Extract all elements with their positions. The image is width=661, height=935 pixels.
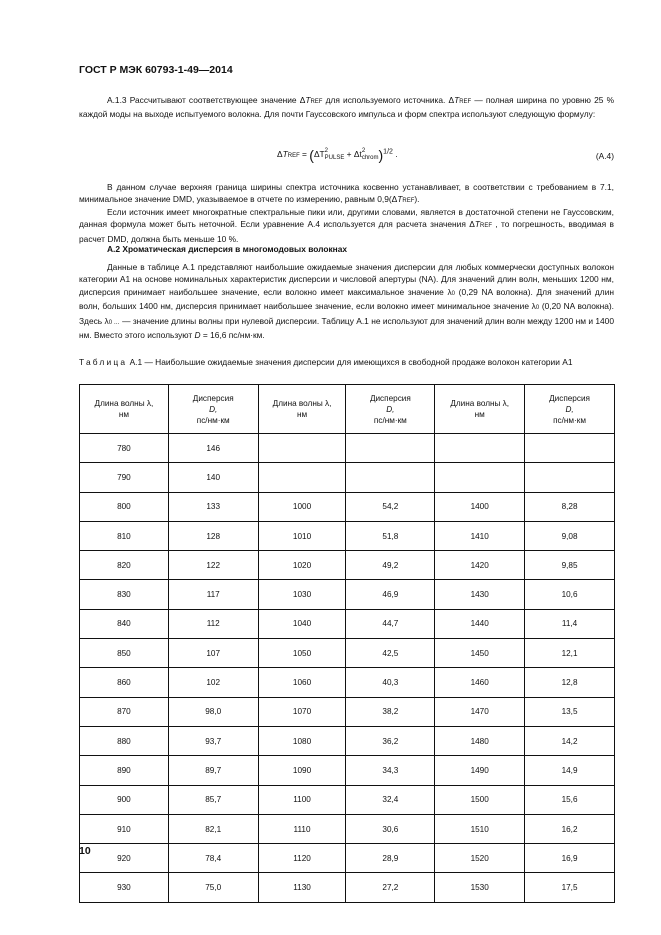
cell-wavelength: [258, 463, 346, 492]
cell-dispersion: 49,2: [346, 551, 435, 580]
table-row: [80, 844, 615, 873]
cell-dispersion: 12,1: [525, 639, 615, 668]
cell-wavelength: 1470: [435, 697, 525, 726]
header-dispersion: Дисперсия D, пс/нм·км: [346, 385, 435, 434]
table-row: [80, 521, 615, 550]
paragraph-upper-bound: В данном случае верхняя граница ширины спектра источника косвенно устанавливает, в соответствии с требованием в 7.1, минимальное значение DMD, указываемое в отчете по измерению, равным 0,9(ΔTREF).: [79, 182, 614, 205]
cell-wavelength: [258, 434, 346, 463]
cell-dispersion: 9,08: [525, 521, 615, 550]
cell-wavelength: 840: [80, 609, 169, 638]
paragraph-a13: А.1.3 Рассчитывают соответствующее значение ΔTREF для используемого источника. ΔTREF — полная ширина по уровню 25 % каждой моды на выходе испытуемого волокна. Для почти Гауссовского импульса и форм спектра используют следующую формулу:: [79, 95, 615, 120]
table-caption: Таблица А.1 — Наибольшие ожидаемые значения дисперсии для имеющихся в свободной продаже волокон категории А1: [79, 357, 573, 367]
cell-wavelength: 1450: [435, 639, 525, 668]
paragraph-a2: Данные в таблице А.1 представляют наибольшие ожидаемые значения дисперсии для любых коммерчески доступных волокон категории А1 на основе номинальных характеристик дисперсии и числовой апертуры (NA). Для значений длин волн, меньших 1200 нм, дисперсия принимает наибольшее значение, если волокно имеет максимальное значение λ0 (0,29 NA волокна). Для значений длин волн, больших 1400 нм, дисперсия принимает наибольшее значение, если волокно имеет минимальное значение λ0 (0,20 NA волокна). Здесь λ0 … — значение длины волны при нулевой дисперсии. Таблицу А.1 не используют для значений длин волн между 1200 нм и 1400 нм. Вместо этого используют D = 16,6 пс/нм·км.: [79, 262, 614, 341]
cell-wavelength: 1120: [258, 844, 346, 873]
cell-wavelength: 1020: [258, 551, 346, 580]
cell-dispersion: 16,9: [525, 844, 615, 873]
table-row: [80, 434, 615, 463]
cell-wavelength: 1010: [258, 521, 346, 550]
cell-wavelength: 880: [80, 726, 169, 755]
table-row: [80, 463, 615, 492]
cell-dispersion: 8,28: [525, 492, 615, 521]
cell-dispersion: [346, 463, 435, 492]
cell-wavelength: 800: [80, 492, 169, 521]
formula-expression: ΔTREF = (ΔT2 PULSE + Δt2 chrom)$^{1/2}$ .: [277, 147, 398, 163]
cell-wavelength: 870: [80, 697, 169, 726]
cell-wavelength: [435, 434, 525, 463]
cell-dispersion: 78,4: [168, 844, 258, 873]
cell-wavelength: 910: [80, 814, 169, 843]
cell-dispersion: 133: [168, 492, 258, 521]
table-row: [80, 492, 615, 521]
cell-wavelength: 1510: [435, 814, 525, 843]
table-row: [80, 785, 615, 814]
cell-dispersion: 54,2: [346, 492, 435, 521]
cell-wavelength: 1000: [258, 492, 346, 521]
cell-dispersion: 89,7: [168, 756, 258, 785]
cell-dispersion: 117: [168, 580, 258, 609]
cell-dispersion: 40,3: [346, 668, 435, 697]
cell-dispersion: 14,2: [525, 726, 615, 755]
table-row: [80, 668, 615, 697]
cell-dispersion: 16,2: [525, 814, 615, 843]
cell-wavelength: 1090: [258, 756, 346, 785]
cell-wavelength: 930: [80, 873, 169, 902]
cell-dispersion: 17,5: [525, 873, 615, 902]
cell-dispersion: 38,2: [346, 697, 435, 726]
header-wavelength: Длина волны λ, нм: [80, 385, 169, 434]
cell-wavelength: 1490: [435, 756, 525, 785]
cell-dispersion: 11,4: [525, 609, 615, 638]
cell-dispersion: 82,1: [168, 814, 258, 843]
cell-wavelength: 1500: [435, 785, 525, 814]
dispersion-table: [79, 384, 615, 903]
cell-wavelength: 1480: [435, 726, 525, 755]
cell-dispersion: 85,7: [168, 785, 258, 814]
cell-dispersion: 42,5: [346, 639, 435, 668]
table-row: [80, 580, 615, 609]
cell-dispersion: 10,6: [525, 580, 615, 609]
cell-dispersion: 12,8: [525, 668, 615, 697]
cell-wavelength: 1410: [435, 521, 525, 550]
cell-wavelength: 1430: [435, 580, 525, 609]
cell-wavelength: 1060: [258, 668, 346, 697]
equation-number: (А.4): [595, 151, 614, 161]
table-row: [80, 551, 615, 580]
cell-dispersion: 140: [168, 463, 258, 492]
cell-dispersion: 98,0: [168, 697, 258, 726]
cell-wavelength: 1530: [435, 873, 525, 902]
cell-dispersion: 46,9: [346, 580, 435, 609]
cell-wavelength: 1420: [435, 551, 525, 580]
formula-a4: [79, 143, 614, 167]
standard-header: ГОСТ Р МЭК 60793-1-49—2014: [79, 64, 233, 76]
cell-wavelength: 1400: [435, 492, 525, 521]
cell-dispersion: [346, 434, 435, 463]
cell-dispersion: [525, 463, 615, 492]
cell-dispersion: 75,0: [168, 873, 258, 902]
table-row: [80, 726, 615, 755]
cell-wavelength: 1110: [258, 814, 346, 843]
cell-wavelength: 850: [80, 639, 169, 668]
cell-dispersion: 44,7: [346, 609, 435, 638]
cell-wavelength: 1040: [258, 609, 346, 638]
section-heading-a2: А.2 Хроматическая дисперсия в многомодовых волокнах: [107, 244, 348, 254]
cell-wavelength: 820: [80, 551, 169, 580]
cell-dispersion: 27,2: [346, 873, 435, 902]
cell-dispersion: 32,4: [346, 785, 435, 814]
cell-dispersion: 36,2: [346, 726, 435, 755]
cell-wavelength: 1070: [258, 697, 346, 726]
cell-wavelength: 1460: [435, 668, 525, 697]
table-header-row: [80, 385, 615, 434]
cell-dispersion: 34,3: [346, 756, 435, 785]
table-row: [80, 609, 615, 638]
cell-wavelength: 1130: [258, 873, 346, 902]
table-row: [80, 639, 615, 668]
cell-wavelength: 1030: [258, 580, 346, 609]
cell-wavelength: [435, 463, 525, 492]
header-wavelength: Длина волны λ, нм: [435, 385, 525, 434]
cell-wavelength: 1520: [435, 844, 525, 873]
cell-dispersion: 146: [168, 434, 258, 463]
header-dispersion: Дисперсия D, пс/нм·км: [168, 385, 258, 434]
cell-dispersion: 107: [168, 639, 258, 668]
cell-wavelength: 890: [80, 756, 169, 785]
cell-wavelength: 830: [80, 580, 169, 609]
cell-wavelength: 810: [80, 521, 169, 550]
cell-dispersion: 9,85: [525, 551, 615, 580]
cell-wavelength: 860: [80, 668, 169, 697]
cell-dispersion: 28,9: [346, 844, 435, 873]
cell-dispersion: 93,7: [168, 726, 258, 755]
cell-dispersion: 51,8: [346, 521, 435, 550]
paragraph-multi-peak: Если источник имеет многократные спектральные пики или, другими словами, является в достаточной степени не Гауссовским, данная формула может быть неточной. Если уравнение А.4 используется для расчета значения ΔTREF , то погрешность, вводимая в расчет DMD, должна быть меньше 10 %.: [79, 207, 615, 244]
cell-wavelength: 1100: [258, 785, 346, 814]
cell-wavelength: 790: [80, 463, 169, 492]
cell-wavelength: 780: [80, 434, 169, 463]
cell-dispersion: 30,6: [346, 814, 435, 843]
cell-wavelength: 1050: [258, 639, 346, 668]
cell-wavelength: 1080: [258, 726, 346, 755]
cell-wavelength: 920: [80, 844, 169, 873]
cell-dispersion: 112: [168, 609, 258, 638]
table-row: [80, 697, 615, 726]
cell-wavelength: 1440: [435, 609, 525, 638]
cell-dispersion: 13,5: [525, 697, 615, 726]
cell-dispersion: 122: [168, 551, 258, 580]
cell-wavelength: 900: [80, 785, 169, 814]
cell-dispersion: 14,9: [525, 756, 615, 785]
table-row: [80, 873, 615, 902]
cell-dispersion: 128: [168, 521, 258, 550]
cell-dispersion: 15,6: [525, 785, 615, 814]
table-row: [80, 756, 615, 785]
header-dispersion: Дисперсия D, пс/нм·км: [525, 385, 615, 434]
header-wavelength: Длина волны λ, нм: [258, 385, 346, 434]
cell-dispersion: 102: [168, 668, 258, 697]
table-row: [80, 814, 615, 843]
cell-dispersion: [525, 434, 615, 463]
page-number: 10: [79, 845, 91, 857]
